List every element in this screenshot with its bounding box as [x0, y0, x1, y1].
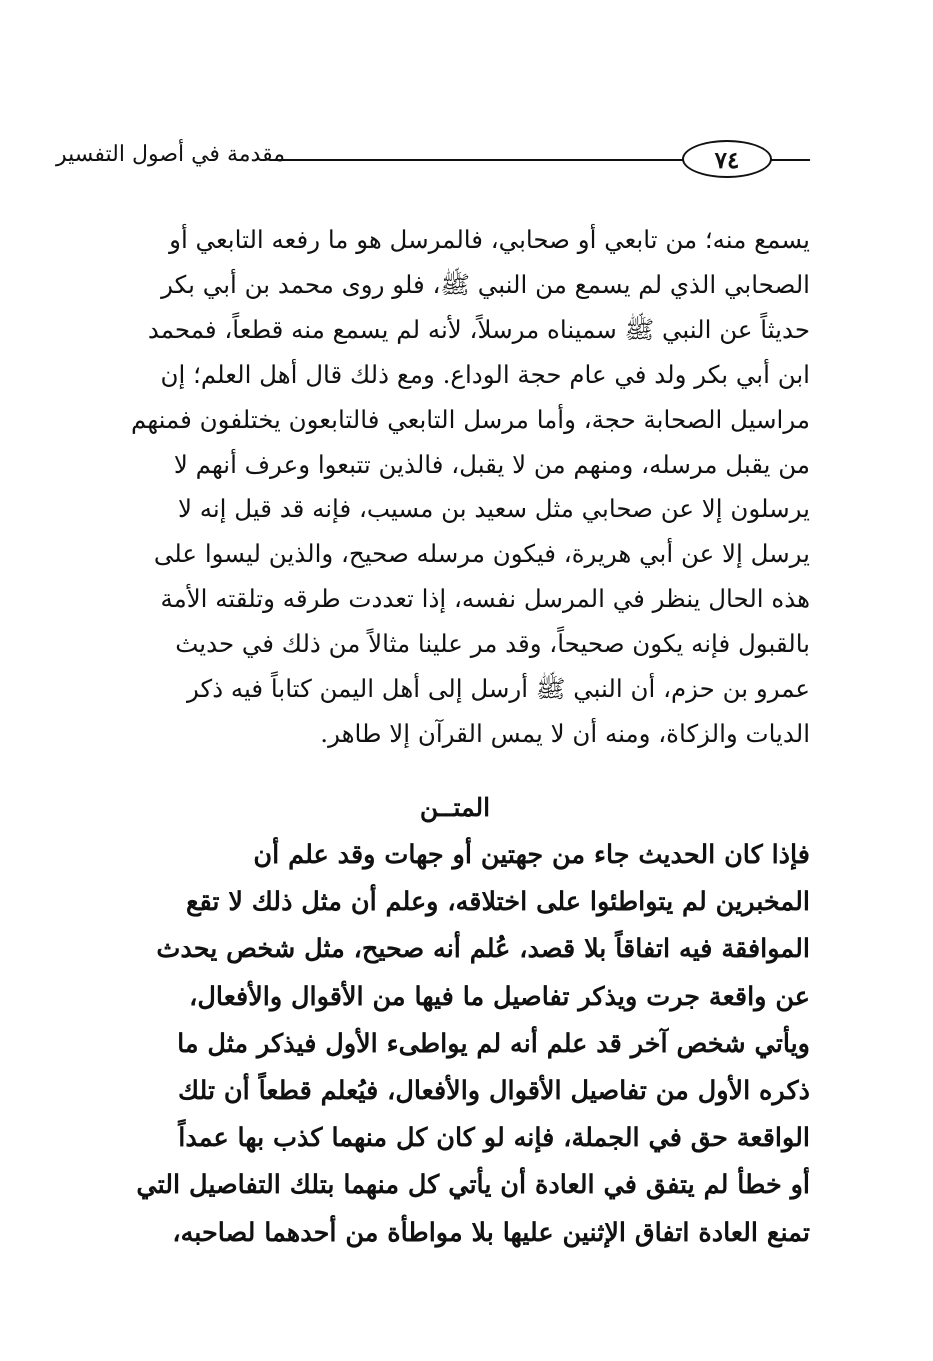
text-line: ابن أبي بكر ولد في عام حجة الوداع. ومع ذلك قال أهل العلم؛ إن: [160, 359, 810, 389]
text-line: بالقبول فإنه يكون صحيحاً، وقد مر علينا مثالاً من ذلك في حديث: [175, 629, 810, 659]
text-line: يسمع منه؛ من تابعي أو صحابي، فالمرسل هو ما رفعه التابعي أو: [169, 225, 810, 254]
section-heading: المتــن: [419, 793, 491, 822]
text-line: حديثاً عن النبي ﷺ سميناه مرسلاً، لأنه لم يسمع منه قطعاً، فمحمد: [147, 314, 810, 344]
matn-line: المخبرين لم يتواطئوا على اختلاقه، وعلم أن مثل ذلك لا تقع: [185, 887, 810, 918]
matn-line: الموافقة فيه اتفاقاً بلا قصد، عُلم أنه صحيح، مثل شخص يحدث: [156, 934, 810, 965]
matn-line: ويأتي شخص آخر قد علم أنه لم يواطىء الأول فيذكر مثل ما: [177, 1028, 810, 1059]
page-header: [55, 136, 810, 182]
text-line: يرسلون إلا عن صحابي مثل سعيد بن مسيب، فإنه قد قيل إنه لا: [177, 494, 810, 524]
book-title: مقدمة في أصول التفسير: [55, 142, 285, 167]
matn-text: [100, 832, 810, 1257]
text-line: هذه الحال ينظر في المرسل نفسه، إذا تعددت طرقه وتلقته الأمة: [160, 584, 810, 614]
page-number: ٧٤: [682, 140, 772, 178]
matn-line: أو خطأ لم يتفق في العادة أن يأتي كل منهما بتلك التفاصيل التي: [136, 1170, 810, 1201]
text-line: من يقبل مرسله، ومنهم من لا يقبل، فالذين تتبعوا وعرف أنهم لا: [173, 449, 810, 479]
text-line: الصحابي الذي لم يسمع من النبي ﷺ، فلو روى محمد بن أبي بكر: [161, 269, 810, 299]
matn-line: تمنع العادة اتفاق الإثنين عليها بلا مواطأة من أحدهما لصاحبه،: [172, 1217, 810, 1248]
matn-line: عن واقعة جرت ويذكر تفاصيل ما فيها من الأقوال والأفعال،: [189, 981, 810, 1012]
text-line: مراسيل الصحابة حجة، وأما مرسل التابعي فالتابعون يختلفون فمنهم: [131, 404, 810, 434]
matn-line: ذكره الأول من تفاصيل الأقوال والأفعال، فيُعلم قطعاً أن تلك: [178, 1076, 810, 1107]
matn-line: الواقعة حق في الجملة، فإنه لو كان كل منهما كذب بها عمداً: [178, 1123, 810, 1154]
matn-line: فإذا كان الحديث جاء من جهتين أو جهات وقد علم أن: [253, 840, 810, 870]
commentary-text: [100, 218, 810, 757]
text-line: الديات والزكاة، ومنه أن لا يمس القرآن إلا طاهر.: [320, 718, 810, 748]
header-rule-right: [771, 159, 810, 161]
text-line: عمرو بن حزم، أن النبي ﷺ أرسل إلى أهل اليمن كتاباً فيه ذكر: [187, 674, 810, 704]
text-line: يرسل إلا عن أبي هريرة، فيكون مرسله صحيح، والذين ليسوا على: [153, 539, 810, 569]
